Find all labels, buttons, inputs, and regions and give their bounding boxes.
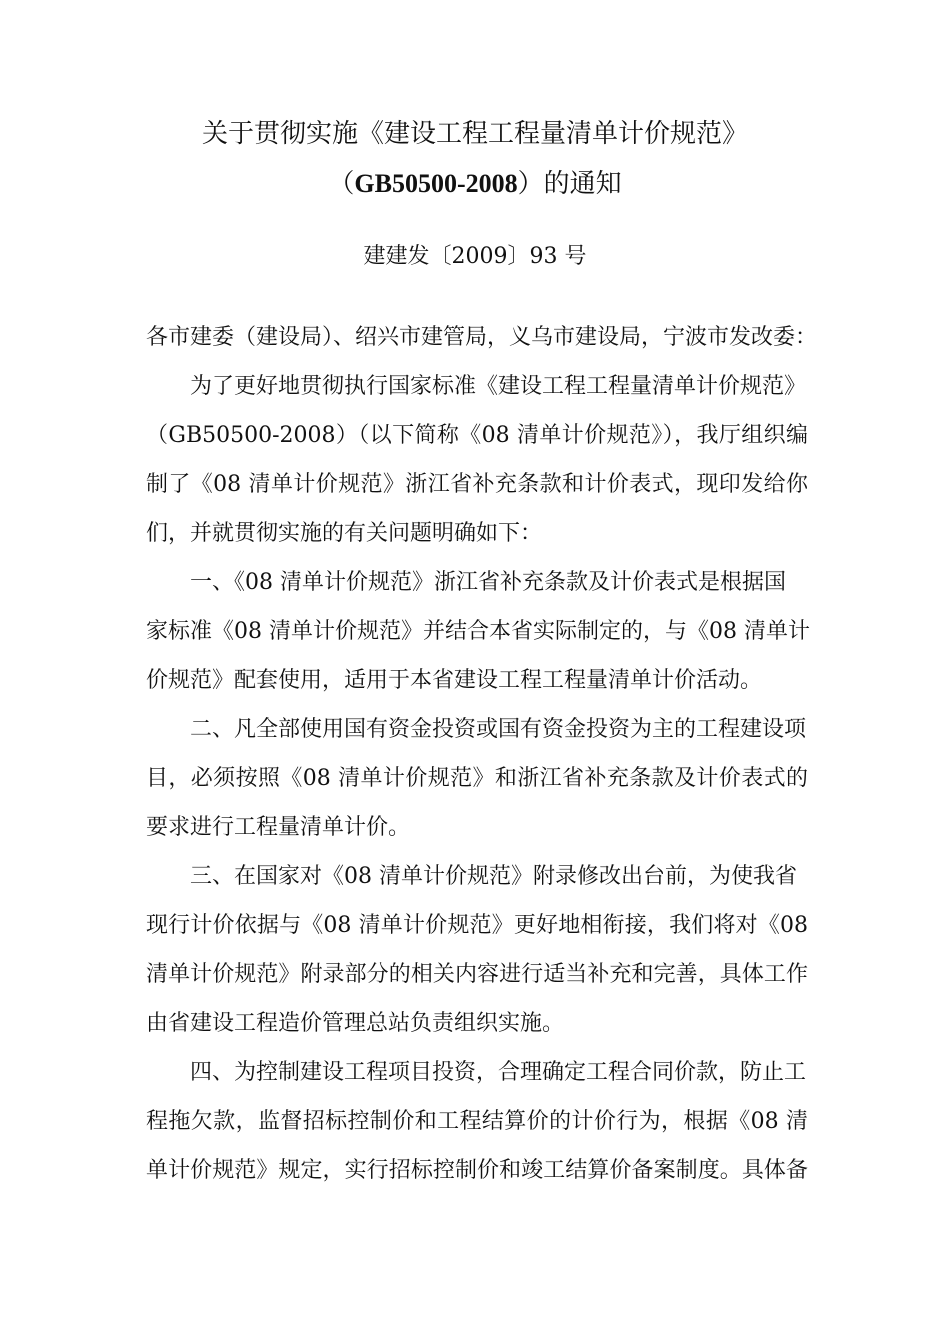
paragraph-line: 由省建设工程造价管理总站负责组织实施。 — [146, 1011, 565, 1036]
paragraph-line: 为了更好地贯彻执行国家标准《建设工程工程量清单计价规范》 — [190, 374, 807, 399]
title-standard-code: GB50500-2008 — [354, 169, 518, 198]
paragraph-line: 现行计价依据与《08 清单计价规范》更好地相衔接，我们将对《08 — [146, 913, 808, 938]
paragraph-line: 三、在国家对《08 清单计价规范》附录修改出台前，为使我省 — [190, 864, 797, 889]
paragraph-line: 清单计价规范》附录部分的相关内容进行适当补充和完善，具体工作 — [146, 962, 808, 987]
paragraph-line: 一、《08 清单计价规范》浙江省补充条款及计价表式是根据国 — [190, 570, 786, 595]
addressee: 各市建委（建设局）、绍兴市建管局，义乌市建设局，宁波市发改委： — [146, 325, 818, 350]
paragraph-line: 目，必须按照《08 清单计价规范》和浙江省补充条款及计价表式的 — [146, 766, 808, 791]
title-line-1 — [0, 114, 950, 154]
title-suffix: ）的通知 — [517, 169, 622, 199]
paragraph-line: 程拖欠款，监督招标控制价和工程结算价的计价行为，根据《08 清 — [146, 1109, 808, 1134]
document-number: 建建发〔2009〕93 号 — [363, 244, 587, 269]
title-bracket-open: （ — [328, 169, 355, 199]
paragraph-line: （GB50500-2008）（以下简称《08 清单计价规范》），我厅组织编 — [146, 423, 808, 448]
paragraph-line: 要求进行工程量清单计价。 — [146, 815, 411, 840]
title-line-2 — [0, 164, 950, 204]
paragraph-line: 单计价规范》规定，实行招标控制价和竣工结算价备案制度。具体备 — [146, 1158, 808, 1183]
paragraph-line: 家标准《08 清单计价规范》并结合本省实际制定的，与《08 清单计 — [146, 619, 810, 644]
paragraph-line: 们，并就贯彻实施的有关问题明确如下： — [146, 521, 543, 546]
paragraph-line: 二、凡全部使用国有资金投资或国有资金投资为主的工程建设项 — [190, 717, 807, 742]
paragraph-line: 价规范》配套使用，适用于本省建设工程工程量清单计价活动。 — [146, 668, 763, 693]
title-text: 关于贯彻实施《建设工程工程量清单计价规范》 — [201, 119, 748, 149]
paragraph-line: 四、为控制建设工程项目投资，合理确定工程合同价款，防止工 — [190, 1060, 807, 1085]
document-body — [146, 313, 818, 1195]
paragraph-line: 制了《08 清单计价规范》浙江省补充条款和计价表式，现印发给你 — [146, 472, 808, 497]
